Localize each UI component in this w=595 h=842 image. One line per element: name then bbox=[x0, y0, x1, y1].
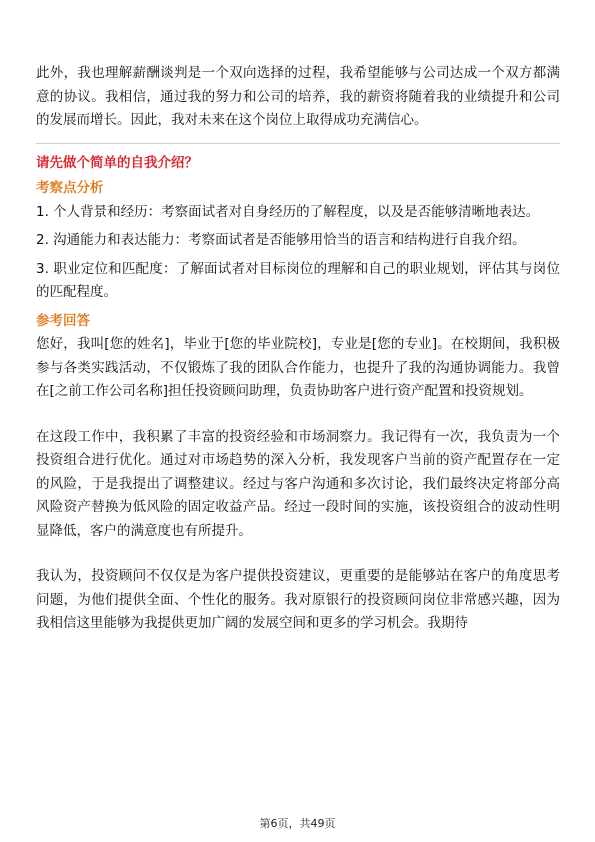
analysis-heading: 考察点分析 bbox=[36, 180, 104, 196]
answer-paragraph: 您好，我叫[您的姓名]，毕业于[您的毕业院校]，专业是[您的专业]。在校期间，我积极参与各类实践活动，不仅锻炼了我的团队合作能力，也提升了我的沟通协调能力。我曾在[之前工作公司名称]担任投资顾问助理，负责协助客户进行资产配置和投资规划。 bbox=[36, 336, 560, 399]
answer-heading: 参考回答 bbox=[36, 312, 90, 329]
page-content bbox=[36, 62, 560, 636]
analysis-item: 3. 职业定位和匹配度：了解面试者对目标岗位的理解和自己的职业规划，评估其与岗位的匹配程度。 bbox=[36, 260, 560, 300]
section-divider bbox=[36, 143, 560, 144]
analysis-item: 1. 个人背景和经历：考察面试者对自身经历的了解程度，以及是否能够清晰地表达。 bbox=[36, 203, 540, 220]
page-number-footer: 第6页，共49页 bbox=[259, 817, 336, 830]
analysis-item: 2. 沟通能力和表达能力：考察面试者是否能够用恰当的语言和结构进行自我介绍。 bbox=[36, 232, 526, 248]
question-heading: 请先做个简单的自我介绍？ bbox=[36, 154, 198, 171]
answer-paragraph: 我认为，投资顾问不仅仅是为客户提供投资建议，更重要的是能够站在客户的角度思考问题，为他们提供全面、个性化的服务。我对原银行的投资顾问岗位非常感兴趣，因为我相信这里能够为我提供更加广阔的发展空间和更多的学习机会。我期待 bbox=[36, 568, 560, 631]
answer-paragraph: 在这段工作中，我积累了丰富的投资经验和市场洞察力。我记得有一次，我负责为一个投资组合进行优化。通过对市场趋势的深入分析，我发现客户当前的资产配置存在一定的风险，于是我提出了调整建议。经过与客户沟通和多次讨论，我们最终决定将部分高风险资产替换为低风险的固定收益产品。经过一段时间的实施，该投资组合的波动性明显降低，客户的满意度也有所提升。 bbox=[36, 428, 560, 539]
intro-paragraph: 此外，我也理解薪酬谈判是一个双向选择的过程，我希望能够与公司达成一个双方都满意的协议。我相信，通过我的努力和公司的培养，我的薪资将随着我的业绩提升和公司的发展而增长。因此，我对未来在这个岗位上取得成功充满信心。 bbox=[36, 65, 560, 128]
